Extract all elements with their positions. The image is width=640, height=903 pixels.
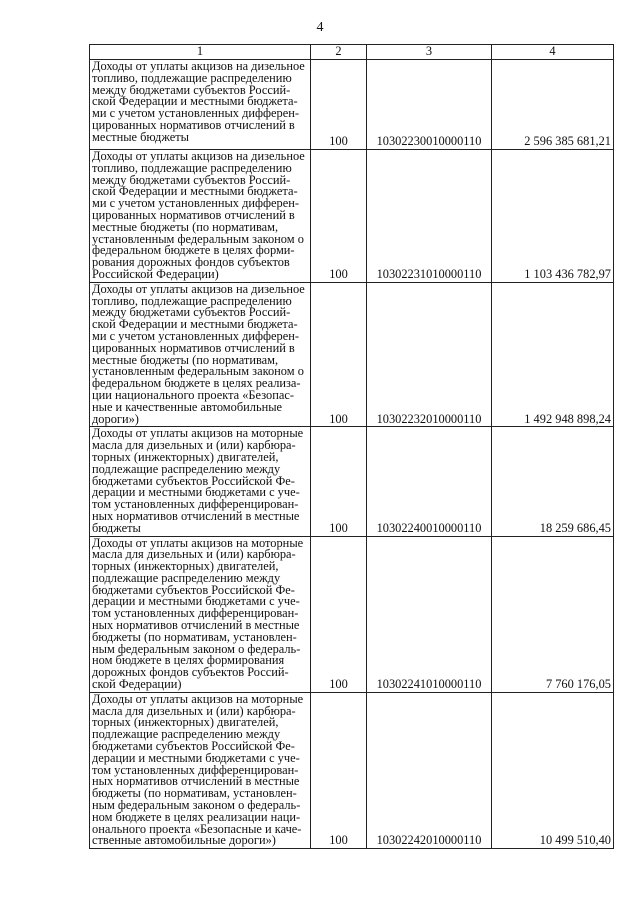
revenue-name-line: бюджетами субъектов Российской Фе-	[92, 473, 295, 488]
kbk-code-cell: 10302241010000110	[367, 536, 492, 692]
revenue-name-line: топливо, подлежащие распределению	[92, 160, 292, 175]
revenue-name-line: онального проекта «Безопасные и каче-	[92, 821, 302, 836]
amount-cell: 10 499 510,40	[492, 692, 614, 848]
revenue-name-line: цированных нормативов отчислений в	[92, 207, 295, 222]
revenue-name-line: установленным федеральным законом о	[92, 231, 304, 246]
revenue-name-line: ской Федерации и местными бюджета-	[92, 184, 298, 199]
kbk-code-cell: 10302231010000110	[367, 150, 492, 283]
revenue-name-cell	[90, 427, 311, 536]
revenue-name-line: федеральном бюджете в целях реализа-	[92, 376, 301, 391]
revenue-name-line: Российской Федерации)	[92, 266, 219, 281]
revenue-name-line: между бюджетами субъектов Россий-	[92, 82, 291, 97]
revenue-name-line: дерации и местными бюджетами с уче-	[92, 485, 300, 500]
revenue-name-cell	[90, 536, 311, 692]
revenue-name-line: торных (инжекторных) двигателей,	[92, 449, 279, 464]
revenue-name-line: ные и качественные автомобильные	[92, 399, 283, 414]
table-row	[90, 282, 614, 427]
revenue-name-line: установленным федеральным законом о	[92, 364, 304, 379]
revenue-name-line: подлежащие распределению между	[92, 570, 281, 585]
revenue-name-line: бюджетами субъектов Российской Фе-	[92, 739, 295, 754]
revenue-name-line: подлежащие распределению между	[92, 727, 281, 742]
revenue-name-line: Доходы от уплаты акцизов на моторные	[92, 535, 304, 550]
revenue-name-line: ской Федерации и местными бюджета-	[92, 94, 298, 109]
revenue-table	[89, 44, 614, 849]
revenue-name-line: ных нормативов отчислений в местные	[92, 618, 300, 633]
revenue-name-line: местные бюджеты	[92, 129, 189, 144]
revenue-name-line: ской Федерации и местными бюджета-	[92, 317, 298, 332]
revenue-name-line: дерации и местными бюджетами с уче-	[92, 594, 300, 609]
revenue-name-line: ми с учетом установленных дифферен-	[92, 328, 299, 343]
column-header: 1	[90, 45, 311, 60]
revenue-name-line: ном бюджете в целях реализации наци-	[92, 809, 301, 824]
revenue-name-line: местные бюджеты (по нормативам,	[92, 219, 279, 234]
revenue-name-line: ми с учетом установленных дифферен-	[92, 196, 299, 211]
revenue-name-cell	[90, 60, 311, 150]
revenue-name-line: местные бюджеты (по нормативам,	[92, 352, 279, 367]
admin-code-cell: 100	[311, 692, 367, 848]
admin-code-cell: 100	[311, 150, 367, 283]
revenue-name-line: между бюджетами субъектов Россий-	[92, 305, 291, 320]
revenue-name-line: ных нормативов отчислений в местные	[92, 508, 300, 523]
table-body	[90, 60, 614, 849]
revenue-name-line: рования дорожных фондов субъектов	[92, 255, 290, 270]
revenue-name-line: масла для дизельных и (или) карбюра-	[92, 438, 296, 453]
revenue-name-line: ственные автомобильные дороги»)	[92, 833, 276, 848]
amount-cell: 18 259 686,45	[492, 427, 614, 536]
revenue-name-line: том установленных дифференцирован-	[92, 762, 299, 777]
revenue-name-line: дорожных фондов субъектов Россий-	[92, 665, 289, 680]
revenue-name-line: между бюджетами субъектов Россий-	[92, 172, 291, 187]
revenue-name-line: топливо, подлежащие распределению	[92, 70, 292, 85]
revenue-name-line: бюджеты	[92, 520, 141, 535]
revenue-name-cell	[90, 282, 311, 427]
revenue-name-line: том установленных дифференцирован-	[92, 606, 299, 621]
amount-cell: 1 492 948 898,24	[492, 282, 614, 427]
table-row	[90, 536, 614, 692]
revenue-name-line: цированных нормативов отчислений в	[92, 340, 295, 355]
revenue-name-line: ции национального проекта «Безопас-	[92, 387, 294, 402]
table-row	[90, 692, 614, 848]
revenue-name-line: бюджеты (по нормативам, установлен-	[92, 629, 297, 644]
kbk-code-cell: 10302240010000110	[367, 427, 492, 536]
table-header-row	[90, 45, 614, 60]
kbk-code-cell: 10302242010000110	[367, 692, 492, 848]
revenue-name-line: бюджетами субъектов Российской Фе-	[92, 582, 295, 597]
amount-cell: 1 103 436 782,97	[492, 150, 614, 283]
revenue-name-line: ным федеральным законом о федераль-	[92, 641, 301, 656]
table-row	[90, 427, 614, 536]
revenue-name-line: Доходы от уплаты акцизов на дизельное	[92, 149, 305, 163]
revenue-name-line: подлежащие распределению между	[92, 461, 281, 476]
table-row	[90, 150, 614, 283]
revenue-name-line: том установленных дифференцирован-	[92, 497, 299, 512]
revenue-name-line: ных нормативов отчислений в местные	[92, 774, 300, 789]
revenue-name-line: Доходы от уплаты акцизов на моторные	[92, 426, 304, 441]
revenue-name-cell	[90, 692, 311, 848]
amount-cell: 7 760 176,05	[492, 536, 614, 692]
amount-cell: 2 596 385 681,21	[492, 60, 614, 150]
column-header: 3	[367, 45, 492, 60]
revenue-name-line: Доходы от уплаты акцизов на моторные	[92, 691, 304, 706]
page-number: 4	[316, 20, 324, 35]
kbk-code-cell: 10302232010000110	[367, 282, 492, 427]
admin-code-cell: 100	[311, 536, 367, 692]
revenue-name-line: топливо, подлежащие распределению	[92, 293, 292, 308]
revenue-name-line: ми с учетом установленных дифферен-	[92, 106, 299, 121]
revenue-name-line: ным федеральным законом о федераль-	[92, 798, 301, 813]
table-row	[90, 60, 614, 150]
column-header: 4	[492, 45, 614, 60]
revenue-name-cell	[90, 150, 311, 283]
admin-code-cell: 100	[311, 60, 367, 150]
column-header: 2	[311, 45, 367, 60]
revenue-name-line: Доходы от уплаты акцизов на дизельное	[92, 281, 305, 296]
revenue-name-line: бюджеты (по нормативам, установлен-	[92, 786, 297, 801]
revenue-name-line: торных (инжекторных) двигателей,	[92, 715, 279, 730]
admin-code-cell: 100	[311, 427, 367, 536]
revenue-name-line: федеральном бюджете в целях форми-	[92, 243, 295, 258]
revenue-name-line: дерации и местными бюджетами с уче-	[92, 750, 300, 765]
admin-code-cell: 100	[311, 282, 367, 427]
revenue-name-line: ном бюджете в целях формирования	[92, 653, 285, 668]
revenue-name-line: масла для дизельных и (или) карбюра-	[92, 703, 296, 718]
revenue-name-line: торных (инжекторных) двигателей,	[92, 559, 279, 574]
revenue-name-line: ской Федерации)	[92, 677, 182, 692]
revenue-name-line: масла для дизельных и (или) карбюра-	[92, 547, 296, 562]
revenue-name-line: Доходы от уплаты акцизов на дизельное	[92, 59, 305, 73]
kbk-code-cell: 10302230010000110	[367, 60, 492, 150]
revenue-name-line: цированных нормативов отчислений в	[92, 117, 295, 132]
revenue-name-line: дороги»)	[92, 411, 139, 426]
